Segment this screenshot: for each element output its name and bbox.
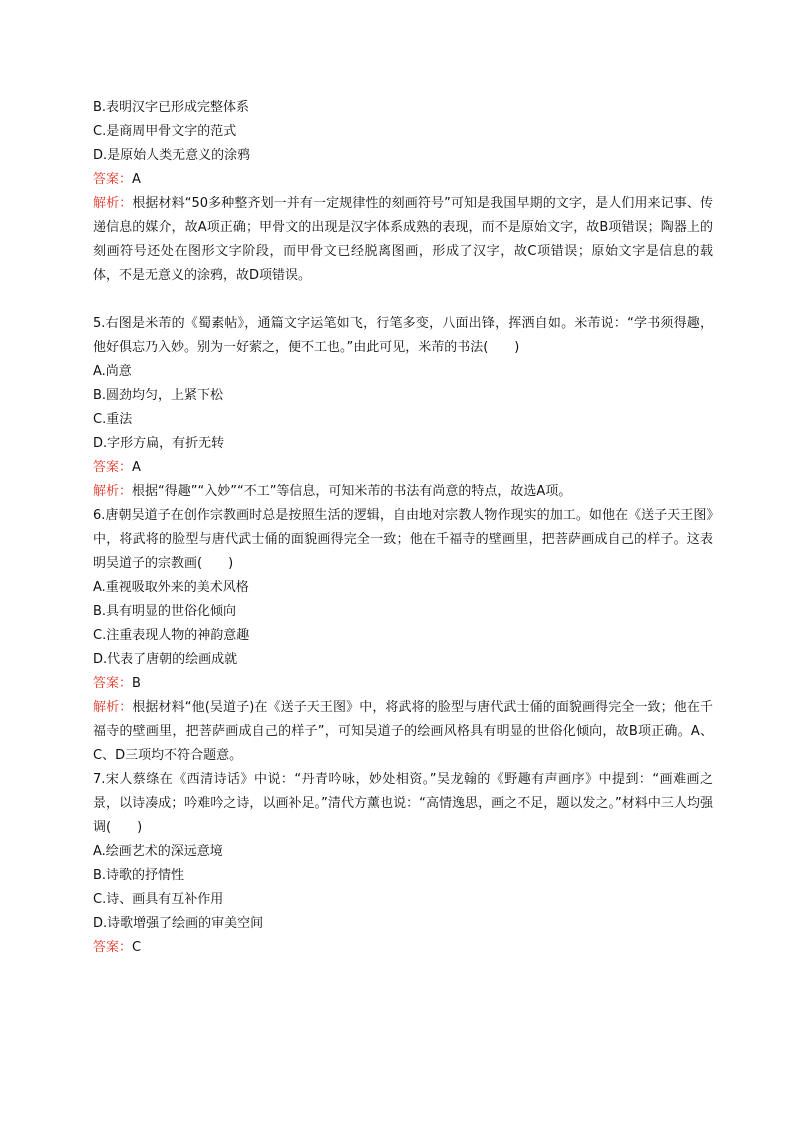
answer-label: 答案： — [93, 940, 133, 955]
section-gap — [93, 288, 713, 312]
q6-option-c: C.注重表现人物的神韵意趣 — [93, 628, 250, 643]
question-7 — [93, 768, 713, 960]
answer-value: C — [132, 940, 142, 955]
q4-option-b: B.表明汉字已形成完整体系 — [93, 100, 250, 115]
q4-option-d: D.是原始人类无意义的涂鸦 — [93, 148, 251, 163]
question-5 — [93, 312, 713, 504]
q5-option-c: C.重法 — [93, 412, 133, 427]
question-6 — [93, 504, 713, 768]
q5-stem: 5.右图是米芾的《蜀素帖》，通篇文字运笔如飞，行笔多变，八面出锋，挥洒自如。米芾说：“学书须得趣，他好俱忘乃入妙。别为一好萦之，便不工也。”由此可见，米芾的书法( ) — [93, 316, 713, 355]
q4-analysis — [93, 192, 713, 288]
question-4-tail — [93, 96, 713, 288]
answer-label: 答案： — [93, 676, 133, 691]
q5-option-b: B.圆劲均匀，上紧下松 — [93, 388, 224, 403]
answer-label: 答案： — [93, 172, 133, 187]
analysis-label: 解析： — [93, 196, 133, 211]
analysis-text: 根据材料“他(吴道子)在《送子天王图》中，将武将的脸型与唐代武士俑的面貌画得完全一致；他在千福寺的壁画里，把菩萨画成自己的样子”，可知吴道子的绘画风格具有明显的世俗化倾向，故B项正确。A、C、D三项均不符合题意。 — [93, 700, 713, 763]
q7-option-a: A.绘画艺术的深远意境 — [93, 844, 223, 859]
q4-answer — [93, 168, 713, 192]
q4-option-c: C.是商周甲骨文字的范式 — [93, 124, 237, 139]
q7-option-d: D.诗歌增强了绘画的审美空间 — [93, 916, 264, 931]
q6-answer — [93, 672, 713, 696]
answer-value: B — [132, 676, 141, 691]
q7-option-b: B.诗歌的抒情性 — [93, 868, 185, 883]
q5-option-a: A.尚意 — [93, 364, 132, 379]
analysis-text: 根据材料“50多种整齐划一并有一定规律性的刻画符号”可知是我国早期的文字，是人们用来记事、传递信息的媒介，故A项正确；甲骨文的出现是汉字体系成熟的表现，而不是原始文字，故B项错误；陶器上的刻画符号还处在图形文字阶段，而甲骨文已经脱离图画，形成了汉字，故C项错误；原始文字是信息的载体，不是无意义的涂鸦，故D项错误。 — [93, 196, 713, 283]
answer-value: A — [132, 460, 141, 475]
q7-answer — [93, 936, 713, 960]
q7-option-c: C.诗、画具有互补作用 — [93, 892, 224, 907]
document-page — [93, 96, 713, 960]
q6-option-d: D.代表了唐朝的绘画成就 — [93, 652, 238, 667]
q5-analysis — [93, 480, 713, 504]
q6-stem: 6.唐朝吴道子在创作宗教画时总是按照生活的逻辑，自由地对宗教人物作现实的加工。如他在《送子天王图》中，将武将的脸型与唐代武士俑的面貌画得完全一致；他在千福寺的壁画里，把菩萨画成自己的样子。这表明吴道子的宗教画( ) — [93, 508, 713, 571]
q6-option-a: A.重视吸取外来的美术风格 — [93, 580, 249, 595]
q6-option-b: B.具有明显的世俗化倾向 — [93, 604, 237, 619]
analysis-label: 解析： — [93, 484, 133, 499]
answer-value: A — [132, 172, 141, 187]
q6-analysis — [93, 696, 713, 768]
q5-option-d: D.字形方扁，有折无转 — [93, 436, 225, 451]
q7-stem: 7.宋人蔡绦在《西清诗话》中说：“丹青吟咏，妙处相资。”吴龙翰的《野趣有声画序》中提到：“画难画之景，以诗凑成；吟难吟之诗，以画补足。”清代方薰也说：“高情逸思，画之不足，题以发之。”材料中三人均强调( ) — [93, 772, 713, 835]
q5-answer — [93, 456, 713, 480]
answer-label: 答案： — [93, 460, 133, 475]
analysis-label: 解析： — [93, 700, 133, 715]
analysis-text: 根据“得趣”“入妙”“不工”等信息，可知米芾的书法有尚意的特点，故选A项。 — [132, 484, 572, 499]
